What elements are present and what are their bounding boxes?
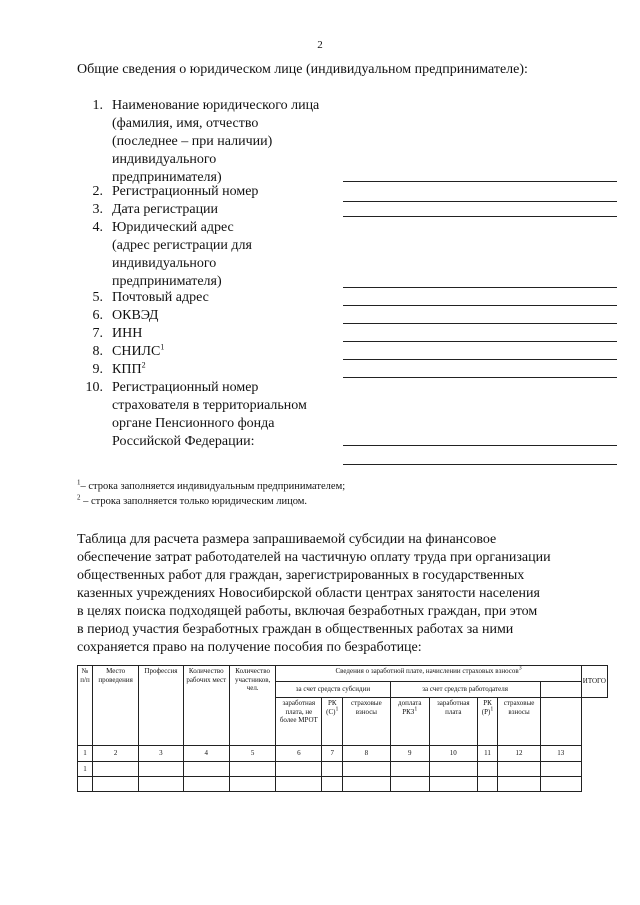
form-item-number: 8. [92,344,103,359]
header-jobs: Количество рабочих мест [183,666,229,746]
form-item-label [112,289,342,307]
header-rk-c: РК $(С)^1$ [322,698,343,746]
paragraph-line: сохраняется право на получение пособия по безработице: [77,640,422,655]
paragraph-line: казенных учреждениях Новосибирской области центрах занятости населения [77,586,540,601]
header-profession: Профессия [139,666,183,746]
table-cell[interactable] [183,762,229,777]
table-cell[interactable] [429,762,477,777]
form-item-label-line: Российской Федерации: [112,434,255,449]
form-item-label-line: ОКВЭД [112,308,159,323]
form-item-number: 4. [92,220,103,235]
paragraph-line: общественных работ для граждан, зарегистрированных в государственных [77,568,525,583]
header-rk-p: РК $(Р)^1$ [477,698,498,746]
fill-in-line[interactable] [343,181,617,182]
fill-in-line[interactable] [343,341,617,342]
form-item-label [112,97,342,187]
table-cell[interactable] [477,762,498,777]
fill-in-line[interactable] [343,305,617,306]
form-item-label-line: Почтовый адрес [112,290,209,305]
table-cell[interactable] [92,777,138,792]
table-row [78,762,608,777]
form-item-label-line: индивидуального [112,152,217,167]
header-surcharge: доплата РКЗ$^1$ [390,698,429,746]
form-item-label-line: Юридический адрес [112,220,234,235]
form-item-label-line: предпринимателя) [112,170,222,185]
section-heading: Общие сведения о юридическом лице (индивидуальном предпринимателе): [77,62,528,77]
header-insurance-employer: страховые взносы [498,698,540,746]
table-cell[interactable] [276,762,322,777]
table-cell[interactable] [229,777,275,792]
column-number-row [78,746,608,762]
table-cell[interactable] [390,762,429,777]
header-subsidy: за счет средств субсидии [276,682,390,698]
col-number: 12 [498,746,540,762]
table-cell[interactable] [343,777,390,792]
form-item-label-line: индивидуального [112,256,217,271]
form-item-label-line: Наименование юридического лица [112,98,320,113]
fill-in-line[interactable] [343,287,617,288]
col-number: 5 [229,746,275,762]
header-salary-employer: заработная плата [429,698,477,746]
col-number: 2 [92,746,138,762]
row-number: 1 [78,762,93,777]
table-cell[interactable] [92,762,138,777]
form-item-number: 3. [92,202,103,217]
form-item-label [112,307,342,325]
col-number: 11 [477,746,498,762]
table-cell[interactable] [540,777,581,792]
form-item-label [112,201,342,219]
header-insurance-subsidy: страховые взносы [343,698,390,746]
row-number [78,777,93,792]
form-item-number: 1. [92,98,103,113]
col-number: 3 [139,746,183,762]
form-item-label-line: Регистрационный номер [112,184,259,199]
table-cell[interactable] [343,762,390,777]
fill-in-line[interactable] [343,323,617,324]
table-cell[interactable] [139,777,183,792]
table-row [78,777,608,792]
col-number: 9 [390,746,429,762]
form-item-label-line: СНИЛС$^1$ [112,342,165,359]
form-item-label-line: (фамилия, имя, отчество [112,116,259,131]
header-num: № п/п [78,666,93,746]
form-item-label [112,343,342,361]
form-item-label [112,361,342,379]
paragraph-line: в период участия безработных граждан в общественных работах за ними [77,622,514,637]
form-item-label-line: Дата регистрации [112,202,219,217]
fill-in-line[interactable] [343,445,617,446]
form-item-label [112,219,342,291]
subsidy-table [77,665,608,792]
fill-in-line[interactable] [343,359,617,360]
form-item-number: 10. [85,380,103,395]
form-item-label-line: Регистрационный номер [112,380,259,395]
form-item-label-line: КПП$^2$ [112,360,146,377]
paragraph-line: обеспечение затрат работодателей на частичную оплату труда при организации [77,550,551,565]
form-item-label-line: предпринимателя) [112,274,222,289]
paragraph-line: в целях поиска подходящей работы, включая безработных граждан, при этом [77,604,538,619]
table-cell[interactable] [322,777,343,792]
form-item-label-line: (адрес регистрации для [112,238,252,253]
fill-in-line[interactable] [343,201,617,202]
fill-in-line[interactable] [343,377,617,378]
col-number: 13 [540,746,581,762]
table-cell[interactable] [498,777,540,792]
header-employer: за счет средств работодателя [390,682,540,698]
form-item-number: 5. [92,290,103,305]
col-number: 4 [183,746,229,762]
col-number: 1 [78,746,93,762]
table-cell[interactable] [183,777,229,792]
form-item-label-line: органе Пенсионного фонда [112,416,275,431]
table-cell[interactable] [229,762,275,777]
col-number: 7 [322,746,343,762]
header-participants: Количество участников, чел. [229,666,275,746]
form-item-label-line: страхователя в территориальном [112,398,307,413]
col-number: 10 [429,746,477,762]
table-cell[interactable] [139,762,183,777]
form-item-number: 2. [92,184,103,199]
table-cell[interactable] [498,762,540,777]
footnote-mark: 1 [160,342,165,352]
page-number: 2 [317,39,323,51]
form-item-label-line: ИНН [112,326,143,341]
table-cell[interactable] [276,777,322,792]
footnote-1: $^1$– строка заполняется индивидуальным предпринимателем; [77,478,346,492]
table-cell[interactable] [429,777,477,792]
form-item-label [112,325,342,343]
header-total: ИТОГО [581,666,607,698]
form-item-label-line: (последнее – при наличии) [112,134,273,149]
table-cell[interactable] [390,777,429,792]
fill-in-line[interactable] [343,216,617,217]
table-cell[interactable] [540,762,581,777]
table-intro-paragraph [77,531,609,657]
paragraph-line: Таблица для расчета размера запрашиваемой субсидии на финансовое [77,532,497,547]
footnote-2: $^2$ – строка заполняется только юридическим лицом. [77,493,308,507]
col-number: 8 [343,746,390,762]
header-total-empty [540,698,581,746]
fill-in-line[interactable] [343,464,617,465]
col-number: 6 [276,746,322,762]
footnote-mark: 2 [141,360,146,370]
form-item-number: 9. [92,362,103,377]
header-salary-info: Сведения о заработной плате, начислении страховых взносов$^3$ [276,666,581,682]
table-cell[interactable] [322,762,343,777]
form-item-number: 6. [92,308,103,323]
form-item-label [112,183,342,201]
form-item-number: 7. [92,326,103,341]
header-place: Место проведения [92,666,138,746]
table-cell[interactable] [477,777,498,792]
header-salary-mrot: заработная плата, не более МРОТ [276,698,322,746]
form-item-label [112,379,342,451]
